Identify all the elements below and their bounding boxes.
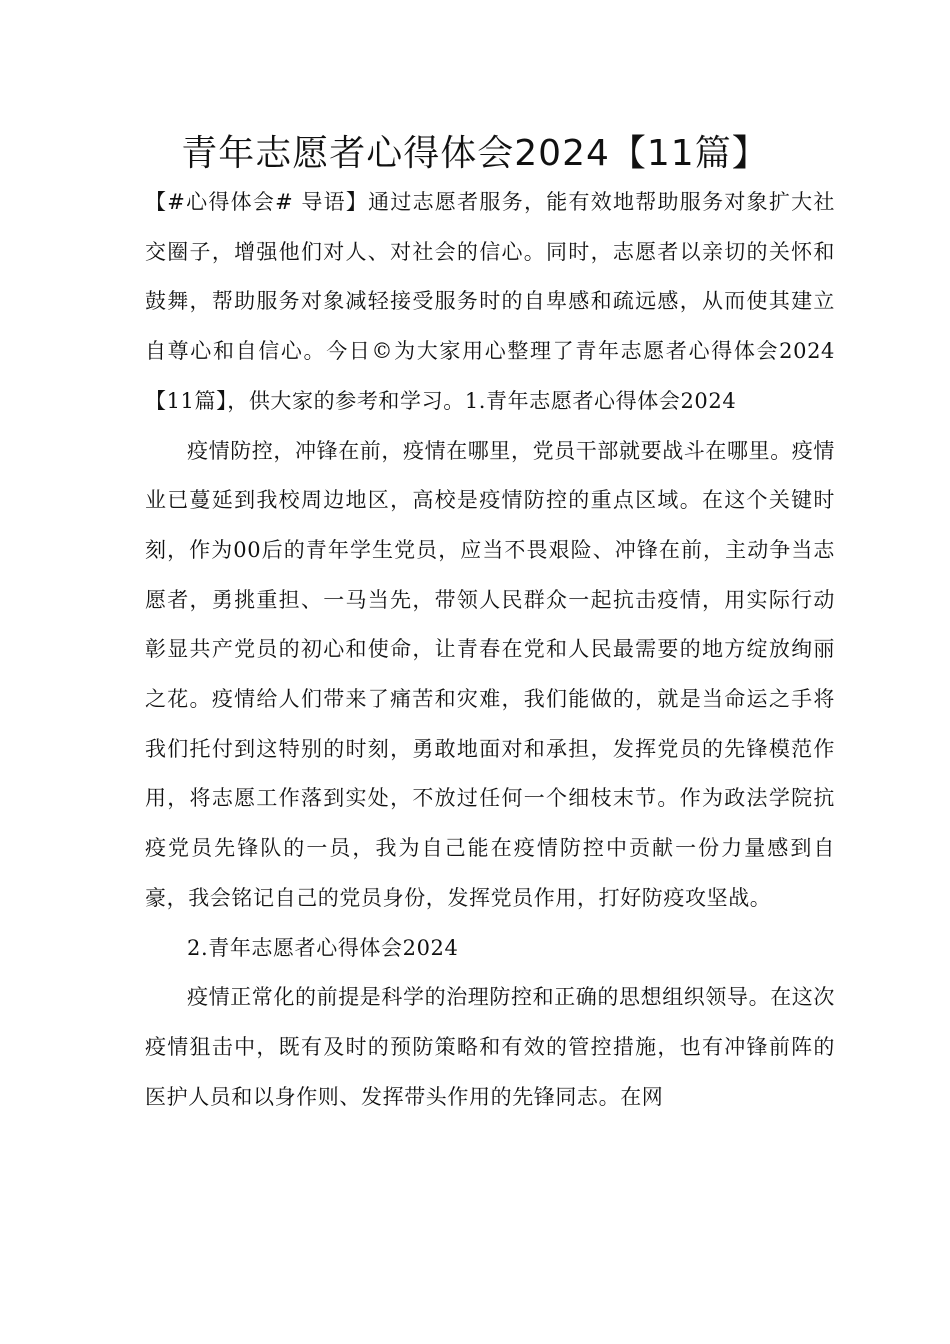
- document-body: [145, 178, 835, 1122]
- paragraph-1: 疫情防控，冲锋在前，疫情在哪里，党员干部就要战斗在哪里。疫情业已蔓延到我校周边地区，高校是疫情防控的重点区域。在这个关键时刻，作为00后的青年学生党员，应当不畏艰险、冲锋在前，主动争当志愿者，勇挑重担、一马当先，带领人民群众一起抗击疫情，用实际行动彰显共产党员的初心和使命，让青春在党和人民最需要的地方绽放绚丽之花。疫情给人们带来了痛苦和灾难，我们能做的，就是当命运之手将我们托付到这特别的时刻，勇敢地面对和承担，发挥党员的先锋模范作用，将志愿工作落到实处，不放过任何一个细枝末节。作为政法学院抗疫党员先锋队的一员，我为自己能在疫情防控中贡献一份力量感到自豪，我会铭记自己的党员身份，发挥党员作用，打好防疫攻坚战。: [145, 438, 835, 910]
- paragraph-2: 疫情正常化的前提是科学的治理防控和正确的思想组织领导。在这次疫情狙击中，既有及时的预防策略和有效的管控措施，也有冲锋前阵的医护人员和以身作则、发挥带头作用的先锋同志。在网: [145, 985, 835, 1109]
- paragraph-intro: 【#心得体会# 导语】通过志愿者服务，能有效地帮助服务对象扩大社交圈子，增强他们对人、对社会的信心。同时，志愿者以亲切的关怀和鼓舞，帮助服务对象减轻接受服务时的自卑感和疏远感，从而使其建立自尊心和自信心。今日©为大家用心整理了青年志愿者心得体会2024【11篇】，供大家的参考和学习。1.青年志愿者心得体会2024: [145, 190, 835, 413]
- section-heading-2: 2.青年志愿者心得体会2024: [187, 935, 459, 960]
- document-title: 青年志愿者心得体会2024【11篇】: [181, 133, 769, 174]
